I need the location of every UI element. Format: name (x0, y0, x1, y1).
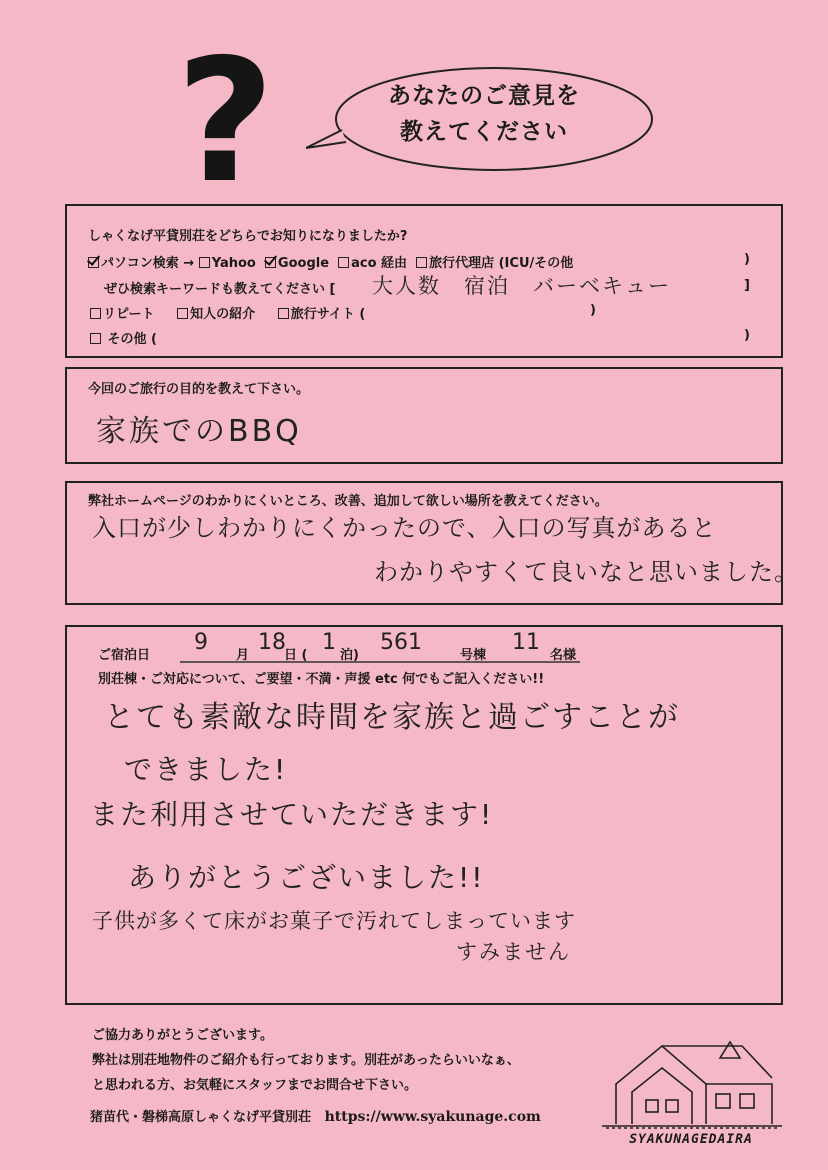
nights-value[interactable]: 1 (322, 630, 336, 655)
other-checkbox[interactable] (90, 333, 101, 344)
bubble-text (334, 78, 634, 150)
comment-line-6[interactable]: すみません (456, 940, 571, 964)
stay-underline (180, 660, 580, 664)
nights-unit: 泊) (340, 648, 359, 663)
comment-line-3[interactable]: また利用させていただきます! (90, 798, 494, 831)
website-answer-line2[interactable]: わかりやすくて良いなと思いました。 (374, 558, 799, 586)
aco-checkbox[interactable] (338, 257, 349, 268)
house-illustration (602, 1028, 782, 1132)
agency-label: 旅行代理店 (ICU/その他 (429, 256, 574, 271)
keyword-value[interactable]: 大人数 宿泊 バーベキュー (372, 274, 671, 298)
footer-company (90, 1106, 541, 1125)
other-label: その他 ( (107, 332, 157, 347)
bubble-line2: 教えてください (400, 119, 568, 145)
google-label: Google (277, 256, 330, 271)
repeat-checkbox[interactable] (90, 308, 101, 319)
travel-site-label: 旅行サイト ( (290, 307, 366, 322)
keyword-label: ぜひ検索キーワードも教えてください [ (104, 282, 336, 297)
travel-site-checkbox[interactable] (278, 308, 289, 319)
comment-line-1[interactable]: とても素敵な時間を家族と過ごすことが (104, 700, 680, 735)
comment-line-2[interactable]: できました! (124, 753, 288, 786)
company-name: 猪苗代・磐梯高原しゃくなげ平貸別荘 (90, 1110, 312, 1125)
yahoo-checkbox[interactable] (199, 257, 210, 268)
question-mark-graphic: ? (176, 23, 275, 221)
pc-search-label: パソコン検索 (101, 256, 179, 271)
purpose-question: 今回のご旅行の目的を教えて下さい。 (88, 382, 310, 397)
request-prompt: 別荘棟・ご対応について、ご要望・不満・声援 etc 何でもご記入ください!! (98, 672, 545, 687)
company-url[interactable]: https://www.syakunage.com (324, 1109, 541, 1125)
logo-text: SYAKUNAGEDAIRA (629, 1132, 753, 1147)
guests-unit: 名様 (550, 648, 577, 663)
yahoo-label: Yahoo (211, 256, 256, 271)
keyword-close: ] (744, 278, 750, 293)
website-answer-line1[interactable]: 入口が少しわかりにくかったので、入口の写真があると (92, 514, 717, 542)
month-value[interactable]: 9 (194, 630, 208, 655)
friend-checkbox[interactable] (177, 308, 188, 319)
friend-label: 知人の紹介 (190, 307, 256, 322)
google-checkbox[interactable] (265, 257, 276, 268)
pc-search-checkbox[interactable] (88, 257, 99, 268)
other-close: ) (744, 328, 750, 343)
source-row1 (88, 252, 573, 271)
source-question: しゃくなげ平貸別荘をどちらでお知りになりましたか? (88, 229, 408, 244)
arrow-icon: → (183, 256, 195, 271)
agency-checkbox[interactable] (416, 257, 427, 268)
comment-line-4[interactable]: ありがとうございました!! (128, 861, 485, 894)
building-value[interactable]: 561 (380, 630, 422, 655)
bubble-line1: あなたのご意見を (388, 83, 580, 109)
day-value[interactable]: 18 (258, 630, 286, 655)
travel-site-close: ) (590, 303, 596, 318)
source-row3 (90, 303, 365, 322)
day-unit: 日 ( (284, 648, 308, 663)
footer-thanks: ご協力ありがとうございます。 (92, 1028, 273, 1043)
other-row (90, 328, 157, 347)
comment-line-5[interactable]: 子供が多くて床がお菓子で汚れてしまっています (92, 909, 576, 933)
footer-line2: 弊社は別荘地物件のご紹介も行っております。別荘があったらいいなぁ、 (92, 1053, 520, 1068)
guests-value[interactable]: 11 (512, 630, 540, 655)
month-unit: 月 (236, 648, 250, 663)
website-question: 弊社ホームページのわかりにくいところ、改善、追加して欲しい場所を教えてください。 (88, 494, 608, 509)
footer-line3: と思われる方、お気軽にスタッフまでお問合せ下さい。 (92, 1078, 418, 1093)
repeat-label: リピート (103, 307, 155, 322)
building-unit: 号棟 (460, 648, 487, 663)
stay-label: ご宿泊日 (98, 648, 151, 663)
agency-close: ) (744, 252, 750, 267)
purpose-answer[interactable]: 家族でのBBQ (96, 414, 302, 449)
aco-label: aco 経由 (351, 256, 408, 271)
